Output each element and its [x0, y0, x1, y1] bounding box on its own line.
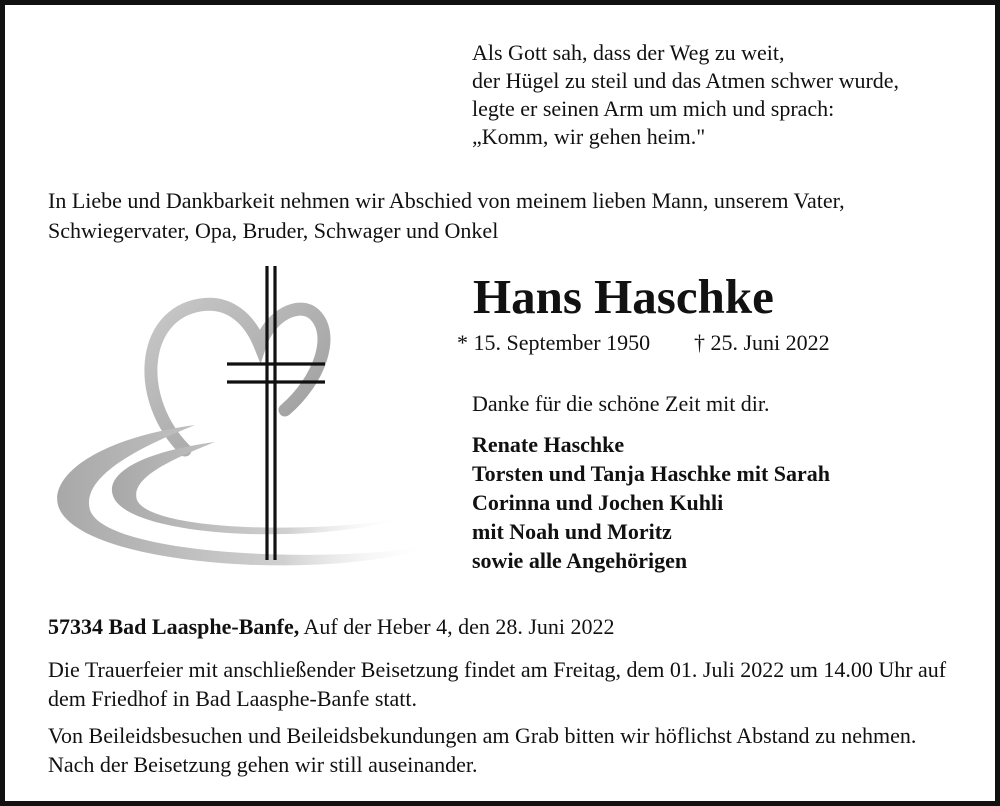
- poem-line: der Hügel zu steil und das Atmen schwer wurde,: [472, 68, 900, 93]
- mourners-list: [472, 430, 830, 575]
- address-location: 57334 Bad Laasphe-Banfe,: [48, 614, 300, 639]
- poem: [472, 39, 899, 151]
- address-line: [48, 612, 615, 642]
- heart-cross-emblem-icon: [45, 260, 445, 580]
- mourner-entry: Renate Haschke: [472, 432, 625, 457]
- funeral-notice: Die Trauerfeier mit anschließender Beisetzung findet am Freitag, dem 01. Juli 2022 um 14.00 Uhr auf dem Friedhof in Bad Laasphe-Banfe statt.: [48, 657, 947, 711]
- deceased-name: Hans Haschke: [473, 269, 774, 324]
- address-detail: Auf der Heber 4, den 28. Juni 2022: [303, 614, 615, 639]
- birth-date: * 15. September 1950: [457, 330, 651, 355]
- intro-text: In Liebe und Dankbarkeit nehmen wir Abschied von meinem lieben Mann, unserem Vater, Schwiegervater, Opa, Bruder, Schwager und Onkel: [48, 188, 845, 243]
- death-date: † 25. Juni 2022: [694, 330, 830, 355]
- mourner-entry: sowie alle Angehörigen: [472, 548, 688, 573]
- poem-line: „Komm, wir gehen heim.": [472, 124, 706, 149]
- condolence-notice: Von Beileidsbesuchen und Beileidsbekundungen am Grab bitten wir höflichst Abstand zu nehmen. Nach der Beisetzung gehen wir still auseinander.: [48, 723, 917, 777]
- mourner-entry: Torsten und Tanja Haschke mit Sarah: [472, 461, 831, 486]
- swoosh-inner: [112, 442, 405, 534]
- poem-line: Als Gott sah, dass der Weg zu weit,: [472, 40, 785, 65]
- thanks-text: Danke für die schöne Zeit mit dir.: [472, 391, 770, 416]
- poem-line: legte er seinen Arm um mich und sprach:: [472, 96, 835, 121]
- mourner-entry: mit Noah und Moritz: [472, 519, 672, 544]
- mourner-entry: Corinna und Jochen Kuhli: [472, 490, 724, 515]
